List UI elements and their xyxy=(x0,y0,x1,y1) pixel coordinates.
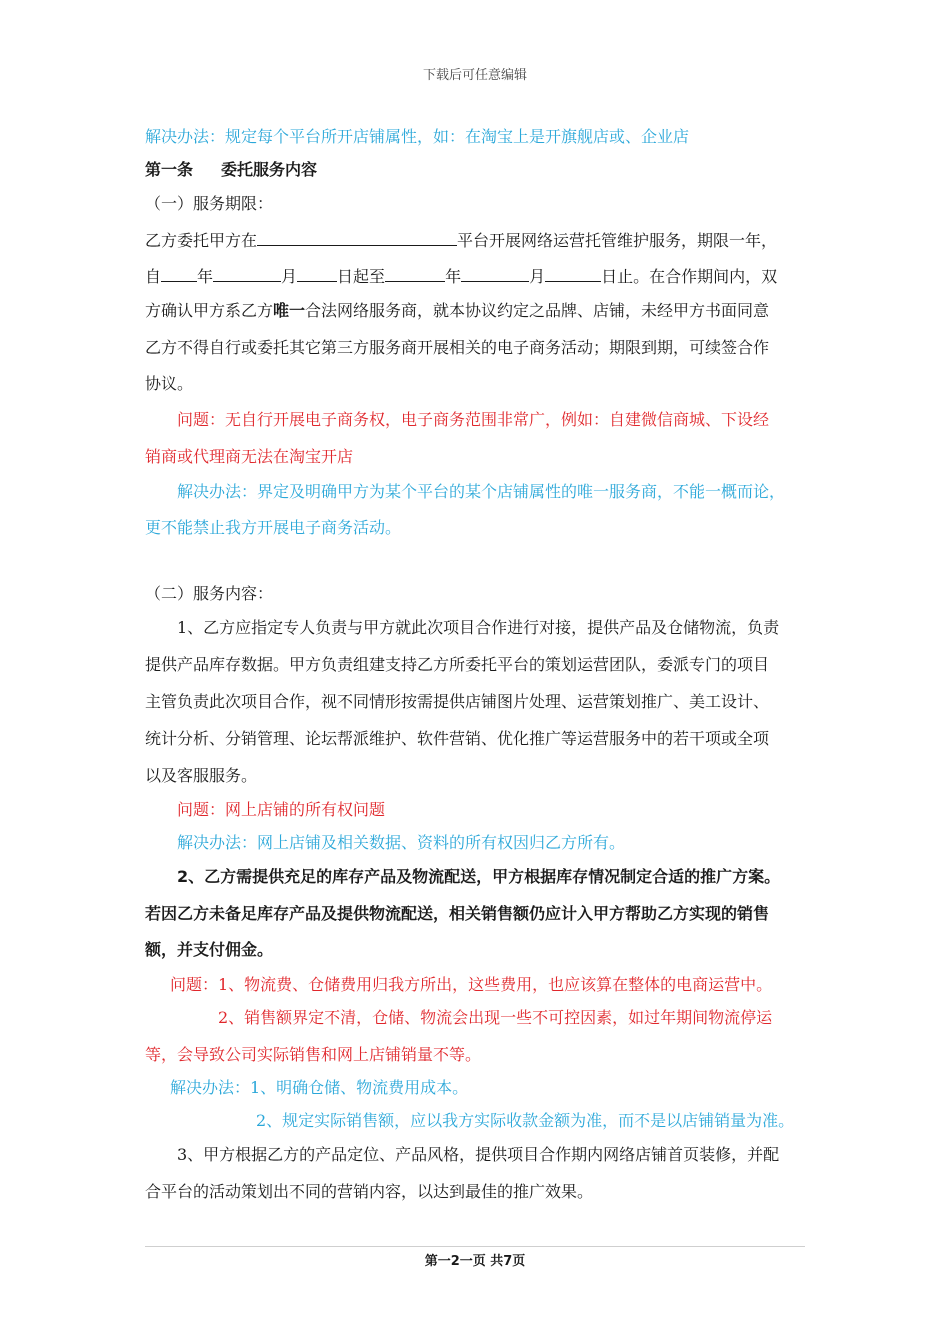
s1-solution-line-1: 解决办法：界定及明确甲方为某个平台的某个店铺属性的唯一服务商，不能一概而论， xyxy=(177,482,786,501)
year-label-2: 年 xyxy=(445,267,462,286)
s2-item-1-line-4: 统计分析、分销管理、论坛帮派维护、软件营销、优化推广等运营服务中的若干项或全项 xyxy=(145,729,770,748)
s1-line-1-end: 平台开展网络运营托管维护服务，期限一年， xyxy=(457,231,778,250)
page-header-note: 下载后可任意编辑 xyxy=(422,68,527,83)
s2-item-2-line-1: 2、乙方需提供充足的库存产品及物流配送，甲方根据库存情况制定合适的推广方案。 xyxy=(177,867,781,886)
s1-solution-line-2: 更不能禁止我方开展电子商务活动。 xyxy=(145,518,402,537)
s2-item-2-problem-2: 2、销售额界定不清，仓储、物流会出现一些不可控因素，如过年期间物流停运 xyxy=(218,1008,773,1027)
date-to-label: 日起至 xyxy=(337,267,386,286)
s1-problem-line-2: 销商或代理商无法在淘宝开店 xyxy=(145,447,354,466)
date-from-label: 自 xyxy=(145,267,162,286)
s1-line-5: 协议。 xyxy=(145,374,194,393)
exclusive-emphasis: 唯一 xyxy=(273,301,306,320)
end-day-blank xyxy=(545,265,601,282)
s2-item-2-line-2: 若因乙方未备足库存产品及提供物流配送，相关销售额仍应计入甲方帮助乙方实现的销售 xyxy=(145,904,770,923)
month-label-2: 月 xyxy=(529,267,546,286)
s2-item-3-line-1: 3、甲方根据乙方的产品定位、产品风格，提供项目合作期内网络店铺首页装修，并配 xyxy=(177,1145,780,1164)
start-year-blank xyxy=(161,265,197,282)
start-month-blank xyxy=(213,265,281,282)
s2-item-2-line-3: 额，并支付佣金。 xyxy=(145,940,274,959)
s2-item-1-line-3: 主管负责此次项目合作，视不同情形按需提供店铺图片处理、运营策划推广、美工设计、 xyxy=(145,692,770,711)
article-title: 委托服务内容 xyxy=(221,160,318,179)
s1-line-3 xyxy=(145,301,769,321)
footer-divider xyxy=(145,1246,805,1247)
platform-blank xyxy=(257,229,457,246)
s1-line-1-start: 乙方委托甲方在 xyxy=(145,231,258,250)
start-day-blank xyxy=(297,265,337,282)
article-1-heading xyxy=(145,160,317,180)
page-number-footer: 第一2一页 共7页 xyxy=(424,1254,526,1269)
article-number: 第一条 xyxy=(145,160,194,179)
s2-item-2-solution-1: 解决办法：1、明确仓储、物流费用成本。 xyxy=(170,1078,469,1097)
s2-item-1-line-2: 提供产品库存数据。甲方负责组建支持乙方所委托平台的策划运营团队，委派专门的项目 xyxy=(145,655,770,674)
s2-item-1-line-1: 1、乙方应指定专人负责与甲方就此次项目合作进行对接，提供产品及仓储物流，负责 xyxy=(177,618,780,637)
s2-item-3-line-2: 合平台的活动策划出不同的营销内容，以达到最佳的推广效果。 xyxy=(145,1182,594,1201)
s2-item-1-solution: 解决办法：网上店铺及相关数据、资料的所有权因归乙方所有。 xyxy=(177,833,626,852)
s1-line-3-start: 方确认甲方系乙方 xyxy=(145,301,274,320)
s1-problem-line-1: 问题：无自行开展电子商务权，电子商务范围非常广，例如：自建微信商城、下设经 xyxy=(177,410,770,429)
s1-line-2-end: 日止。在合作期间内，双 xyxy=(601,267,778,286)
section-2-title: （二）服务内容： xyxy=(145,584,274,603)
intro-solution-text: 解决办法：规定每个平台所开店铺属性，如：在淘宝上是开旗舰店或、企业店 xyxy=(145,127,690,146)
s1-line-1 xyxy=(145,229,777,251)
month-label: 月 xyxy=(281,267,298,286)
s2-item-1-line-5: 以及客服服务。 xyxy=(145,766,258,785)
end-month-blank xyxy=(461,265,529,282)
s1-line-2 xyxy=(145,265,777,287)
s2-item-2-problem-1: 问题：1、物流费、仓储费用归我方所出，这些费用，也应该算在整体的电商运营中。 xyxy=(170,975,773,994)
year-label: 年 xyxy=(197,267,214,286)
s1-line-4: 乙方不得自行或委托其它第三方服务商开展相关的电子商务活动；期限到期，可续签合作 xyxy=(145,338,770,357)
s2-item-2-solution-2: 2、规定实际销售额，应以我方实际收款金额为准，而不是以店铺销量为准。 xyxy=(256,1111,795,1130)
section-1-title: （一）服务期限： xyxy=(145,194,274,213)
s2-item-2-problem-3: 等，会导致公司实际销售和网上店铺销量不等。 xyxy=(145,1045,482,1064)
s2-item-1-problem: 问题：网上店铺的所有权问题 xyxy=(177,800,386,819)
s1-line-3-end: 合法网络服务商，就本协议约定之品牌、店铺，未经甲方书面同意 xyxy=(305,301,770,320)
end-year-blank xyxy=(385,265,445,282)
